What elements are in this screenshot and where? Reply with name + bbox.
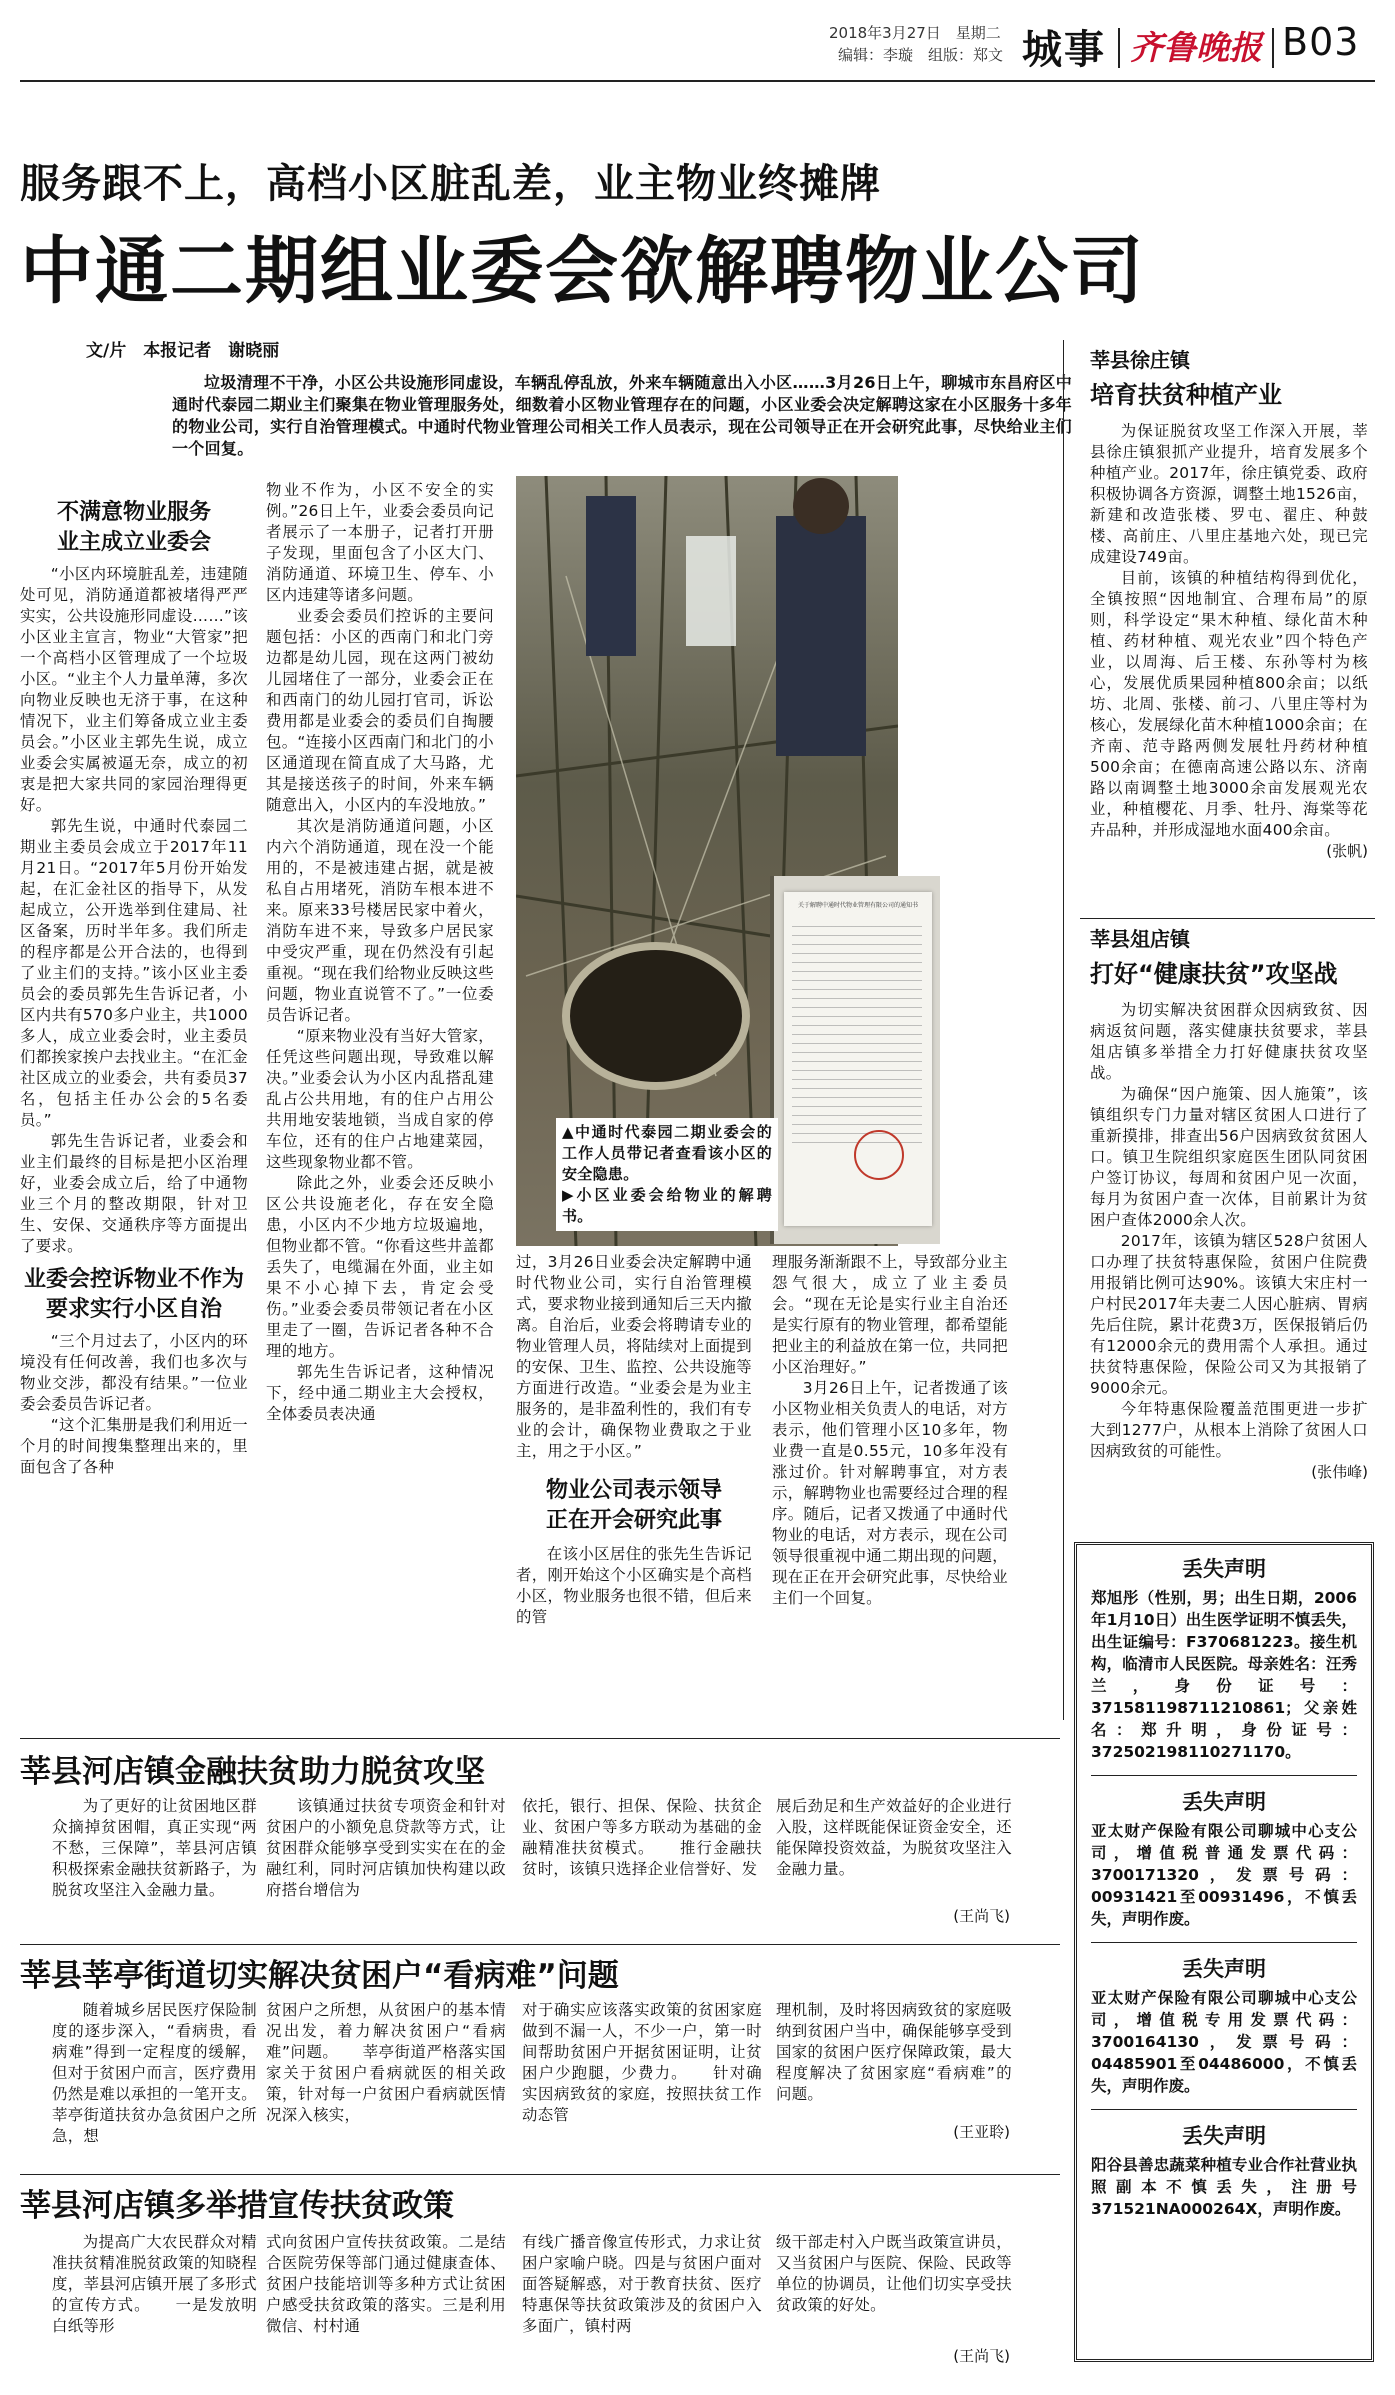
bottom-paragraph: 级干部走村入户既当政策宣讲员，又当贫困户与医院、保险、民政等单位的协调员，让他们切实享受扶贫政策的好处。 [776, 2233, 1012, 2314]
bottom-paragraph: 随着城乡居民医疗保险制度的逐步深入，“看病贵，看病难”得到一定程度的缓解，但对于贫困户而言，医疗费用仍然是难以承担的一笔开支。莘亭街道扶贫办急贫困户之所急，想 [52, 2001, 257, 2145]
sidebar-paragraph: 目前，该镇的种植结构得到优化，全镇按照“因地制宜、合理布局”的原则，科学设定“果木种植、绿化苗木种植、药材种植、观光农业”四个特色产业，以周海、后王楼、东孙等村为核心，发展优质果园种植800余亩；以纸坊、北周、张楼、前刁、八里庄等村为核心，发展绿化苗木种植1000余亩；在齐南、范寺路两侧发展牡丹药材种植500余亩；在德南高速公路以东、济南路以南调整土地3000余亩发展观光农业，种植樱花、月季、牡丹、海棠等花卉品种，并形成湿地水面400余亩。 [1090, 569, 1368, 839]
bottom-b-column-4 [776, 2000, 1012, 2120]
notice-title: 丢失声明 [1182, 2124, 1266, 2148]
date-line: 2018年3月27日 星期二 [829, 24, 1001, 42]
bottom-headline-c: 莘县河店镇多举措宣传扶贫政策 [20, 2188, 454, 2224]
notice-title: 丢失声明 [1182, 1790, 1266, 1814]
bottom-paragraph: 为了更好的让贫困地区群众摘掉贫困帽，真正实现“两不愁，三保障”，莘县河店镇积极探索金融扶贫新路子，为脱贫攻坚注入金融力量。 [52, 1797, 257, 1899]
bottom-b-column-2 [266, 2000, 506, 2166]
sidebar-paragraph: 为确保“因户施策、因人施策”，该镇组织专门力量对辖区贫困人口进行了重新摸排，排查出56户因病致贫贫困人口。镇卫生院组织家庭医生团队同贫困户签订协议，每周和贫困户见一次面，每月为贫困户查一次体，目前累计为贫困户查体2000余人次。 [1090, 1085, 1368, 1229]
notices-box [1074, 1542, 1374, 2362]
sidebar-headline: 培育扶贫种植产业 [1090, 381, 1282, 409]
section-title: 城事 [1022, 27, 1106, 73]
lead-column-2 [266, 480, 494, 1730]
notice-title: 丢失声明 [1182, 1957, 1266, 1981]
lead-paragraph: 3月26日上午，记者拨通了该小区物业相关负责人的电话，对方表示，他们管理小区10多年，物业费一直是0.55元，10多年没有涨过价。针对解聘事宜，对方表示，解聘物业也需要经过合理的程序。随后，记者又拨通了中通时代物业的电话，对方表示，现在公司领导很重视中通二期出现的问题，现在正在开会研究此事，尽快给业主们一个回复。 [772, 1379, 1008, 1607]
sidebar-credit: (张帆) [1326, 842, 1368, 860]
bottom-b-column-1 [52, 2000, 257, 2166]
bottom-headline-b: 莘县莘亭街道切实解决贫困户“看病难”问题 [20, 1958, 619, 1994]
lead-paragraph: “小区内环境脏乱差，违建随处可见，消防通道都被堵得严严实实，公共设施形同虚设……”该小区业主宣言，物业“大管家”把一个高档小区管理成了一个垃圾小区。“业主个人力量单薄，多次向物业反映也无济于事，在这种情况下，业主们筹备成立业主委员会。”小区业主郭先生说，成立业委会实属被逼无奈，成立的初衷是把大家共同的家园治理得更好。 [20, 565, 248, 814]
lead-paragraph: 除此之外，业委会还反映小区公共设施老化，存在安全隐患，小区内不少地方垃圾遍地，但物业都不管。“你看这些井盖都丢失了，电缆漏在外面，业主如果不小心掉下去，肯定会受伤。”业委会委员带领记者在小区里走了一圈，告诉记者各种不合理的地方。 [266, 1174, 494, 1360]
lead-paragraph: 在该小区居住的张先生告诉记者，刚开始这个小区确实是个高档小区，物业服务也很不错，但后来的管 [516, 1545, 752, 1626]
bottom-paragraph: 该镇通过扶贫专项资金和针对贫困户的小额免息贷款等方式，让贫困群众能够享受到实实在在的金融红利，同时河店镇加快构建以政府搭台增信为 [266, 1797, 506, 1899]
notice-item [1091, 1786, 1357, 1930]
lead-intro: 垃圾清理不干净，小区公共设施形同虚设，车辆乱停乱放，外来车辆随意出入小区……3月26日上午，聊城市东昌府区中通时代泰园二期业主们聚集在物业管理服务处，细数着小区物业管理存在的问题，小区业委会决定解聘这家在小区服务十多年的物业公司，实行自治管理模式。中通时代物业管理公司相关工作人员表示，现在公司领导正在开会研究此事，尽快给业主们一个回复。 [172, 373, 1072, 458]
sidebar-kicker: 莘县徐庄镇 [1090, 348, 1190, 372]
lead-paragraph: 理服务渐渐跟不上，导致部分业主怨气很大，成立了业主委员会。“现在无论是实行业主自治还是实行原有的物业管理，都希望能把业主的利益放在第一位，共同把小区治理好。” [772, 1253, 1008, 1376]
bottom-a-column-4 [776, 1796, 1012, 1906]
lead-paragraph: 物业不作为，小区不安全的实例。”26日上午，业委会委员向记者展示了一本册子，记者打开册子发现，里面包含了小区大门、消防通道、环境卫生、停车、小区内违建等诸多问题。 [266, 481, 494, 604]
lead-paragraph: 郭先生告诉记者，业委会和业主们最终的目标是把小区治理好，业委会成立后，给了中通物业三个月的整改期限，针对卫生、安保、交通秩序等方面提出了要求。 [20, 1132, 248, 1255]
editor-line: 编辑：李璇 组版：郑文 [838, 46, 1004, 64]
dismissal-letter-photo [770, 876, 940, 1244]
notice-body: 亚太财产保险有限公司聊城中心支公司，增值税专用发票代码：3700164130，发票号码：04485901至04486000，不慎丢失，声明作废。 [1091, 1989, 1357, 2095]
masthead-rule [20, 80, 1375, 82]
subhead-2-line-2: 要求实行小区自治 [45, 1297, 222, 1322]
bottom-paragraph: 依托，银行、担保、保险、扶贫企业、贫困户等多方联动为基础的金融精准扶贫模式。 推行金融扶贫时，该镇只选择企业信誉好、发 [522, 1797, 762, 1878]
bottom-paragraph: 贫困户之所想，从贫困户的基本情况出发，着力解决贫困户“看病难”问题。 莘亭街道严格落实国家关于贫困户看病就医的相关政策，针对每一户贫困户看病就医情况深入核实， [266, 2001, 506, 2124]
bottom-b-column-3 [522, 2000, 762, 2166]
photo-caption-a: ▲中通时代泰园二期业委会的工作人员带记者查看该小区的安全隐患。 [562, 1123, 772, 1183]
sidebar-paragraph: 今年特惠保险覆盖范围更进一步扩大到1277户，从根本上消除了贫困人口因病致贫的可能性。 [1090, 1400, 1368, 1460]
bottom-credit-b: (王亚聆) [953, 2123, 1010, 2141]
dismissal-letter-page [784, 892, 932, 1226]
bottom-c-column-2 [266, 2232, 506, 2372]
photo-caption-b: ▶小区业委会给物业的解聘书。 [562, 1186, 772, 1225]
lead-headline: 中通二期组业委会欲解聘物业公司 [20, 229, 1145, 314]
bottom-a-column-1 [52, 1796, 257, 1936]
notice-item [1091, 1553, 1357, 1763]
sidebar-kicker: 莘县俎店镇 [1090, 927, 1190, 951]
bottom-paragraph: 有线广播音像宣传形式，力求让贫困户家喻户晓。四是与贫困户面对面答疑解惑，对于教育扶贫、医疗特惠保等扶贫政策涉及的贫困户入多面广，镇村两 [522, 2233, 762, 2335]
lead-kicker: 服务跟不上，高档小区脏乱差，业主物业终摊牌 [20, 161, 881, 207]
bottom-c-column-3 [522, 2232, 762, 2372]
bottom-a-column-2 [266, 1796, 506, 1936]
bottom-paragraph: 理机制，及时将因病致贫的家庭吸纳到贫困户当中，确保能够享受到国家的贫困户医疗保障政策，最大程度解决了贫困家庭“看病难”的问题。 [776, 2001, 1012, 2103]
lead-paragraph: “三个月过去了，小区内的环境没有任何改善，我们也多次与物业交涉，都没有结果。”一位业委会委员告诉记者。 [20, 1332, 248, 1413]
lead-paragraph: 郭先生告诉记者，这种情况下，经中通二期业主大会授权，全体委员表决通 [266, 1363, 494, 1423]
bottom-paragraph: 为提高广大农民群众对精准扶贫精准脱贫政策的知晓程度，莘县河店镇开展了多形式的宣传方式。 一是发放明白纸等形 [52, 2233, 257, 2335]
notice-body: 郑旭彤（性别，男；出生日期，2006年1月10日）出生医学证明不慎丢失，出生证编号：F370681223。接生机构，临清市人民医院。母亲姓名：汪秀兰，身份证号：371581198711210861；父亲姓名：郑升明，身份证号：372502198110271170。 [1091, 1589, 1357, 1761]
subhead-1-line-1: 不满意物业服务 [56, 500, 211, 525]
notice-divider [1091, 1942, 1357, 1943]
notice-body: 阳谷县善忠蔬菜种植专业合作社营业执照副本不慎丢失，注册号371521NA000264X，声明作废。 [1091, 2156, 1357, 2218]
lead-paragraph: “这个汇集册是我们利用近一个月的时间搜集整理出来的，里面包含了各种 [20, 1416, 248, 1476]
lead-paragraph: 其次是消防通道问题，小区内六个消防通道，现在没一个能用的，不是被违建占据，就是被私自占用堵死，消防车根本进不来。原来33号楼居民家中着火，消防车进不来，导致多户居民家中受灾严重，现在仍然没有引起重视。“现在我们给物业反映这些问题，物业直说管不了。”一位委员告诉记者。 [266, 817, 494, 1024]
sidebar-rule [1080, 918, 1375, 919]
lead-byline: 文/片 本报记者 谢晓丽 [86, 341, 280, 361]
bottom-paragraph: 展后劲足和生产效益好的企业进行入股，这样既能保证资金安全，还能保障投资效益，为脱贫攻坚注入金融力量。 [776, 1797, 1012, 1878]
photo-caption [556, 1118, 778, 1231]
bottom-c-column-4 [776, 2232, 1012, 2342]
bottom-rule-b [20, 1944, 1060, 1945]
subhead-1-line-2: 业主成立业委会 [56, 530, 211, 555]
sidebar-headline: 打好“健康扶贫”攻坚战 [1090, 960, 1338, 988]
sidebar-credit: (张伟峰) [1311, 1463, 1368, 1481]
lead-column-3 [516, 1252, 752, 1730]
bottom-rule-c [20, 2174, 1060, 2175]
notice-item [1091, 1953, 1357, 2097]
lead-paragraph: “原来物业没有当好大管家，任凭这些问题出现，导致难以解决。”业委会认为小区内乱搭乱建乱占公共用地，有的住户占用公共用地安装地锁，当成自家的停车位，还有的住户占地建菜园，这些现象物业都不管。 [266, 1027, 494, 1171]
sidebar-paragraph: 为切实解决贫困群众因病致贫、因病返贫问题，落实健康扶贫要求，莘县俎店镇多举措全力打好健康扶贫攻坚战。 [1090, 1001, 1368, 1082]
page-number: B03 [1282, 20, 1360, 64]
subhead-2-line-1: 业委会控诉物业不作为 [23, 1267, 244, 1292]
bottom-a-column-3 [522, 1796, 762, 1936]
bottom-c-column-1 [52, 2232, 257, 2372]
notice-title: 丢失声明 [1182, 1557, 1266, 1581]
lead-paragraph: 过，3月26日业委会决定解聘中通时代物业公司，实行自治管理模式，要求物业接到通知后三天内撤离。自治后，业委会将聘请专业的物业管理人员，将陆续对上面提到的安保、卫生、监控、公共设施等方面进行改造。“业委会是为业主服务的，是非盈利性的，我们有专业的会计，确保物业费取之于业主，用之于小区。” [516, 1253, 752, 1460]
sidebar-paragraph: 2017年，该镇为辖区528户贫困人口办理了扶贫特惠保险，贫困户住院费用报销比例可达90%。该镇大宋庄村一户村民2017年夫妻二人因心脏病、胃病先后住院，累计花费3万，医保报销后仍有12000余元的费用需个人承担。通过扶贫特惠保险，保险公司又为其报销了9000余元。 [1090, 1232, 1368, 1397]
bottom-paragraph: 对于确实应该落实政策的贫困家庭做到不漏一人，不少一户，第一时间帮助贫困户开据贫困证明，让贫困户少跑腿，少费力。 针对确实因病致贫的家庭，按照扶贫工作动态管 [522, 2001, 762, 2124]
notice-item [1091, 2120, 1357, 2220]
sidebar-paragraph: 为保证脱贫攻坚工作深入开展，莘县徐庄镇狠抓产业提升，培育发展多个种植产业。2017年，徐庄镇党委、政府积极协调各方资源，调整土地1526亩，新建和改造张楼、罗屯、翟庄、种鼓楼、高前庄、八里庄基地六处，现已完成建设749亩。 [1090, 422, 1368, 566]
lead-column-4 [772, 1252, 1008, 1730]
sidebar-story-zudian [1090, 924, 1368, 1520]
masthead-divider-2 [1272, 28, 1274, 68]
subhead-3-line-2: 正在开会研究此事 [545, 1508, 722, 1533]
sidebar-divider [1063, 340, 1064, 1720]
sidebar-story-xuzhuang [1090, 345, 1368, 905]
subhead-3-line-1: 物业公司表示领导 [545, 1478, 722, 1503]
notice-body: 亚太财产保险有限公司聊城中心支公司，增值税普通发票代码：3700171320，发票号码：00931421至00931496，不慎丢失，声明作废。 [1091, 1822, 1357, 1928]
bottom-headline-a: 莘县河店镇金融扶贫助力脱贫攻坚 [20, 1754, 485, 1790]
letter-text-lines [792, 926, 922, 1146]
lead-paragraph: 业委会委员们控诉的主要问题包括：小区的西南门和北门旁边都是幼儿园，现在这两门被幼儿园堵住了一部分，业委会正在和西南门的幼儿园打官司，诉讼费用都是业委会的委员们自掏腰包。“连接小区西南门和北门的小区通道现在简直成了大马路，尤其是接送孩子的时间，外来车辆随意出入，小区内的车没地放。” [266, 607, 494, 814]
lead-paragraph: 郭先生说，中通时代泰园二期业主委员会成立于2017年11月21日。“2017年5月份开始发起，在汇金社区的指导下，从发起成立，公开选举到住建局、社区备案，历时半年多。我们所走的程序都是公开合法的，也得到了业主们的支持。”该小区业主委员会的委员郭先生告诉记者，小区内共有570多户业主，共1000多人，成立业委会时，业主委员们都挨家挨户去找业主。“在汇金社区成立的业委会，共有委员37名，包括主任办公会的5名委员。” [20, 817, 248, 1129]
bottom-rule-a [20, 1738, 1060, 1739]
notice-divider [1091, 1775, 1357, 1776]
bottom-credit-c: (王尚飞) [953, 2347, 1010, 2365]
masthead-divider [1118, 28, 1120, 68]
notice-divider [1091, 2109, 1357, 2110]
dismissal-letter-title: 关于解聘中通时代物业管理有限公司的通知书 [797, 902, 918, 909]
bottom-paragraph: 式向贫困户宣传扶贫政策。二是结合医院劳保等部门通过健康查体、贫困户技能培训等多种方式让贫困户感受扶贫政策的落实。三是利用微信、村村通 [266, 2233, 506, 2335]
red-seal [854, 1130, 904, 1180]
paper-logo: 齐鲁晚报 [1130, 28, 1262, 67]
lead-column-1 [20, 498, 248, 1730]
bottom-credit-a: (王尚飞) [953, 1907, 1010, 1925]
